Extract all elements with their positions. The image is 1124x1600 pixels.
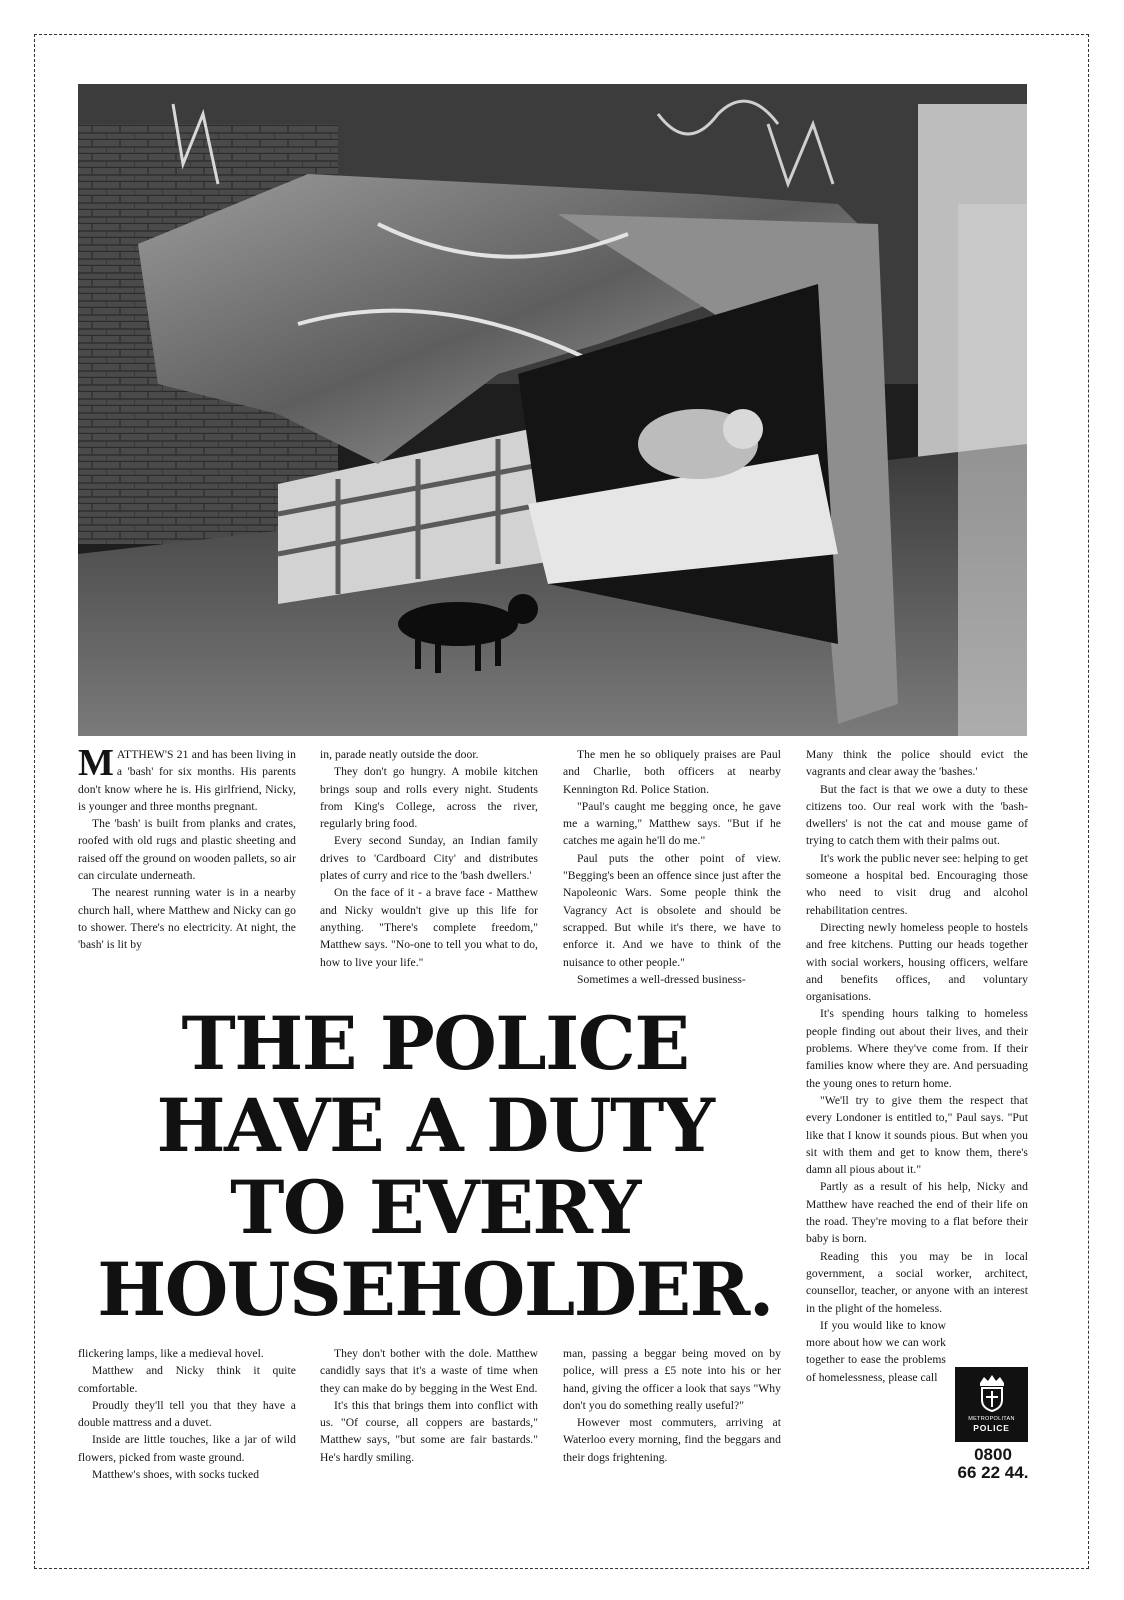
article-paragraph: The 'bash' is built from planks and crates, roofed with old rugs and plastic sheeting and raised off the ground on wooden pallets, so air can circulate underneath. [78, 817, 296, 883]
metropolitan-police-logo [955, 1367, 1028, 1442]
headline-line: HOUSEHOLDER. [97, 1247, 773, 1333]
article-paragraph: It's this that brings them into conflict with us. "Of course, all coppers are bastards," Matthew says, "but some are fair bastards." He's hardly smiling. [320, 1398, 538, 1464]
article-paragraph: "We'll try to give them the respect that every Londoner is entitled to," Paul says. "Put like that I know it sounds pious. But when you sit with them and get to know them, there's damn all pious about it." [806, 1093, 1028, 1177]
headline-line: HAVE A DUTY [156, 1083, 714, 1169]
article-paragraph: They don't go hungry. A mobile kitchen brings soup and rolls every night. Students from King's College, across the river, regularly bring food. [320, 765, 538, 831]
article-paragraph: flickering lamps, like a medieval hovel. [78, 1347, 264, 1360]
headline [75, 1003, 795, 1331]
article-paragraph: man, passing a beggar being moved on by police, will press a £5 note into his or her hand, giving the officer a look that says "Why don't you do something really useful?" [563, 1347, 781, 1412]
phone-number [948, 1446, 1038, 1482]
article-column-1-top [78, 742, 296, 954]
article-paragraph: If you would like to know more about how we can work together to ease the problems of homelessness, please call [806, 1318, 946, 1384]
article-paragraph: The men he so obliquely praises are Paul and Charlie, both officers at nearby Kennington Rd. Police Station. [563, 748, 781, 796]
article-paragraph: On the face of it - a brave face - Matthew and Nicky wouldn't give up this life for anything. "There's complete freedom," Matthew says. "No-one to tell you what to do, how to live your life." [320, 886, 538, 969]
article-column-3-top [563, 746, 781, 988]
article-paragraph: Matthew's shoes, with socks tucked [92, 1468, 260, 1482]
article-paragraph: However most commuters, arriving at Waterloo every morning, find the beggars and their dogs frightening. [563, 1416, 781, 1464]
article-paragraph: It's work the public never see: helping to get someone a hospital bed. Encouraging those who need to visit drug and alcohol rehabilitation centres. [806, 851, 1028, 917]
article-paragraph: Sometimes a well-dressed business- [577, 972, 746, 986]
article-column-3-bottom [563, 1345, 781, 1466]
phone-digits: 66 22 44. [957, 1463, 1029, 1482]
logo-text-metropolitan: METROPOLITAN [968, 1416, 1015, 1422]
photo-illustration [78, 84, 1027, 736]
article-paragraph: Matthew and Nicky think it quite comfortable. [78, 1364, 296, 1395]
article-paragraph: Inside are little touches, like a jar of wild flowers, picked from waste ground. [78, 1433, 296, 1464]
article-paragraph: They don't bother with the dole. Matthew candidly says that it's a waste of time when they can make do by begging in the West End. [320, 1347, 538, 1395]
lead-text: 21 and has been living in a 'bash' for six months. His parents don't know where he is. His girlfriend, Nicky, is younger and three months pregnant. [78, 748, 296, 813]
article-paragraph: Every second Sunday, an Indian family drives to 'Cardboard City' and distributes plates of curry and rice to the 'bash dwellers.' [320, 834, 538, 883]
headline-line: TO EVERY [230, 1165, 640, 1251]
headline-line: THE POLICE [181, 1001, 689, 1087]
article-column-2-bottom [320, 1345, 538, 1466]
article-column-2-top [320, 746, 538, 971]
article-paragraph [78, 742, 296, 815]
article-paragraph: Reading this you may be in local government, a social worker, architect, counsellor, teacher, or anyone with an interest in the plight of the homeless. [806, 1249, 1028, 1315]
article-paragraph: Many think the police should evict the vagrants and clear away the 'bashes.' [806, 748, 1028, 779]
lead-word: ATTHEW'S [116, 748, 174, 761]
logo-text-police: POLICE [973, 1423, 1010, 1433]
article-paragraph: in, parade neatly outside the door. [320, 748, 479, 761]
article-column-4 [806, 746, 1028, 1386]
article-paragraph: Directing newly homeless people to hostels and free kitchens. Putting our heads together with social workers, housing officers, welfare and benefits offices, and voluntary organisations. [806, 920, 1028, 1004]
crown-crest-icon [975, 1373, 1009, 1413]
article-paragraph: Partly as a result of his help, Nicky and Matthew have reached the end of their life on the road. They're moving to a flat before their baby is born. [806, 1180, 1028, 1246]
article-paragraph: Proudly they'll tell you that they have a double mattress and a duvet. [78, 1398, 296, 1430]
article-paragraph: But the fact is that we owe a duty to these citizens too. Our real work with the 'bash-dwellers' is not the cat and mouse game of trying to catch them with their palms out. [806, 782, 1028, 848]
article-paragraph: "Paul's caught me begging once, he gave me a warning," Matthew says. "But if he catches me again he'll do me." [563, 799, 781, 848]
homeless-shelter-photo [78, 84, 1027, 736]
article-paragraph: It's spending hours talking to homeless people finding out about their lives, and their problems. Where they've come from. If their families know where they are. And persuading the young ones to return home. [806, 1007, 1028, 1090]
article-column-1-bottom [78, 1345, 296, 1483]
phone-prefix: 0800 [974, 1445, 1012, 1464]
article-paragraph: The nearest running water is in a nearby church hall, where Matthew and Nicky can go to shower. There's no electricity. At night, the 'bash' is lit by [78, 886, 296, 952]
drop-cap: M [78, 742, 114, 784]
article-paragraph: Paul puts the other point of view. "Begging's been an offence since just after the Napoleonic Wars. Some people think the Vagrancy Act is obsolete and should be scrapped. But while it's there, we have to enforce it. And we have to think of the nuisance to other people." [563, 851, 781, 969]
